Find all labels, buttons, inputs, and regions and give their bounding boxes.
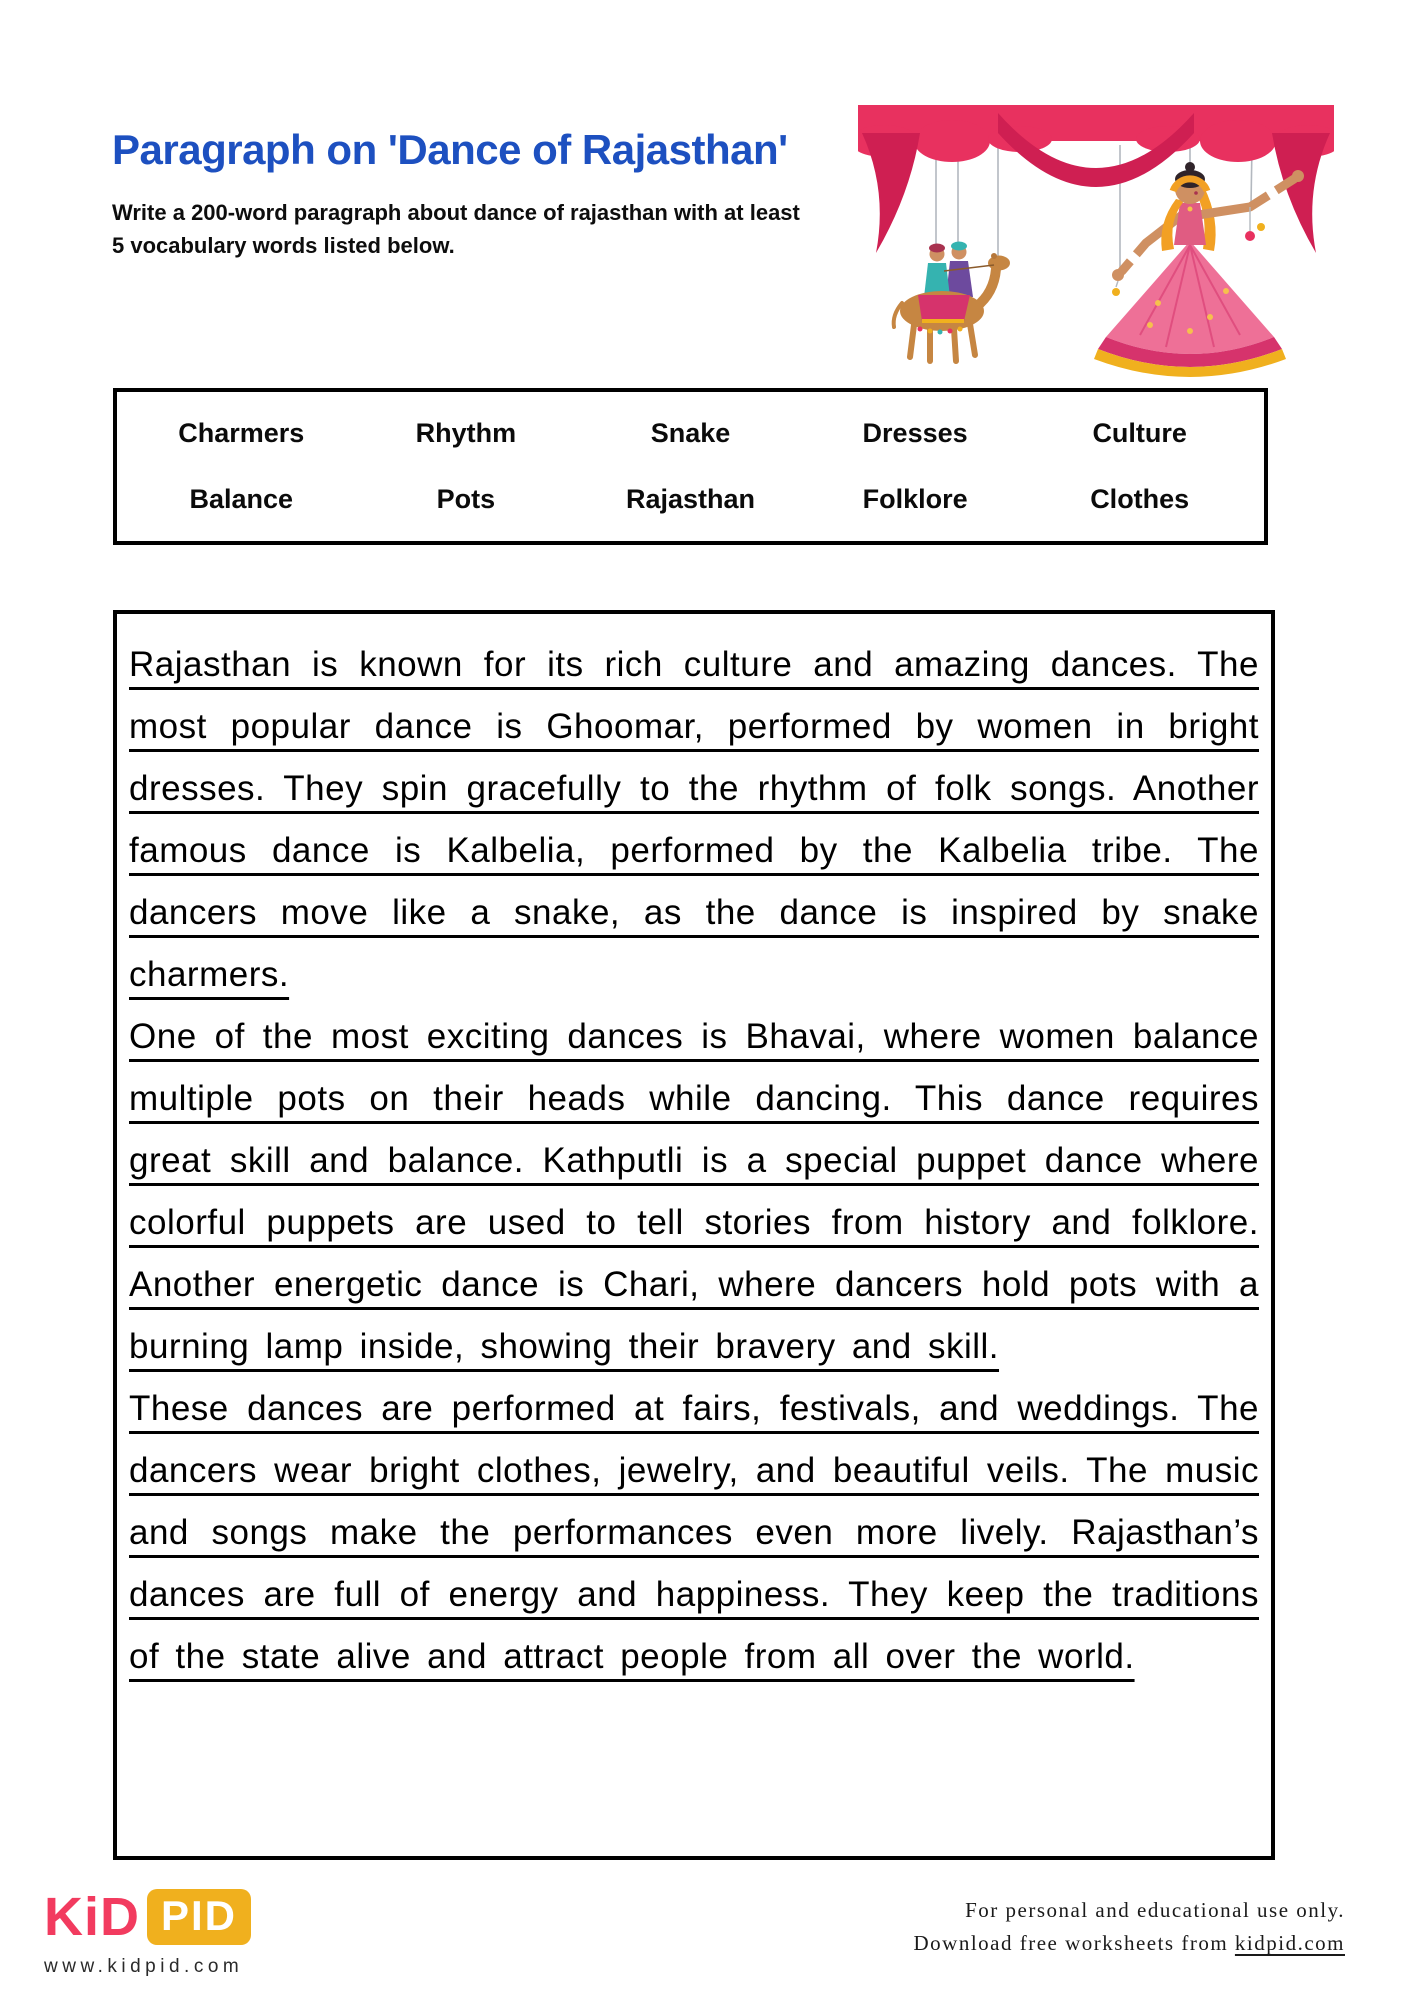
instruction-text: [112, 196, 800, 262]
essay-paragraph-1: Rajasthan is known for its rich culture and amazing dances. The most popular dance is Ghoomar, performed by women in bright dresses. They spin gracefully to the rhythm of folk songs. Another famous dance is Kalbelia, performed by the Kalbelia tribe. The dancers move like a snake, as the dance is inspired by snake charmers.: [129, 645, 1259, 994]
instruction-line-2: 5 vocabulary words listed below.: [112, 233, 455, 258]
kidpid-logo: [44, 1886, 251, 1978]
vocab-word-pots: Pots: [436, 484, 496, 515]
puppet-show-illustration: [858, 105, 1334, 377]
essay-paragraph-3: These dances are performed at fairs, festivals, and weddings. The dancers wear bright clothes, jewelry, and beautiful veils. The music and songs make the performances even more lively. Rajasthan’s dances are full of energy and happiness. They keep the traditions of the state alive and attract people from all over the world.: [129, 1389, 1259, 1676]
logo-text-kid: KiD: [44, 1887, 140, 1947]
usage-note: [914, 1894, 1346, 1960]
stage-curtain-icon: [858, 105, 1334, 253]
vocab-word-folklore: Folklore: [862, 484, 968, 515]
dancer-puppet-icon: [1094, 162, 1304, 377]
vocab-word-dresses: Dresses: [862, 417, 968, 448]
logo-website: www.kidpid.com: [44, 1956, 244, 1977]
camel-puppet-icon: [894, 242, 1010, 362]
kidpid-link[interactable]: kidpid.com: [1234, 1931, 1345, 1955]
vocab-word-culture: Culture: [1092, 417, 1187, 448]
vocab-word-rhythm: Rhythm: [415, 417, 517, 448]
usage-note-line-2-text: Download free worksheets from: [913, 1931, 1235, 1955]
essay-paragraph-2: One of the most exciting dances is Bhavai, where women balance multiple pots on their heads while dancing. This dance requires great skill and balance. Kathputli is a special puppet dance where colorful puppets are used to tell stories from history and folklore. Another energetic dance is Chari, where dancers hold pots with a burning lamp inside, showing their bravery and skill.: [129, 1017, 1259, 1366]
vocab-word-clothes: Clothes: [1090, 484, 1190, 515]
usage-note-line-2: [914, 1927, 1346, 1960]
vocab-word-balance: Balance: [189, 484, 294, 515]
essay-box: [113, 610, 1275, 1860]
usage-note-line-1: For personal and educational use only.: [965, 1898, 1345, 1922]
kidpid-logo-row: [44, 1886, 251, 1948]
vocabulary-box: [113, 388, 1268, 545]
vocab-word-rajasthan: Rajasthan: [625, 484, 756, 515]
page-title: Paragraph on 'Dance of Rajasthan': [112, 126, 788, 173]
vocab-word-charmers: Charmers: [178, 417, 305, 448]
logo-text-pid: PID: [147, 1889, 251, 1945]
vocab-word-snake: Snake: [650, 417, 731, 448]
puppet-show-svg: [858, 105, 1334, 377]
instruction-line-1: Write a 200-word paragraph about dance of rajasthan with at least: [112, 200, 800, 225]
